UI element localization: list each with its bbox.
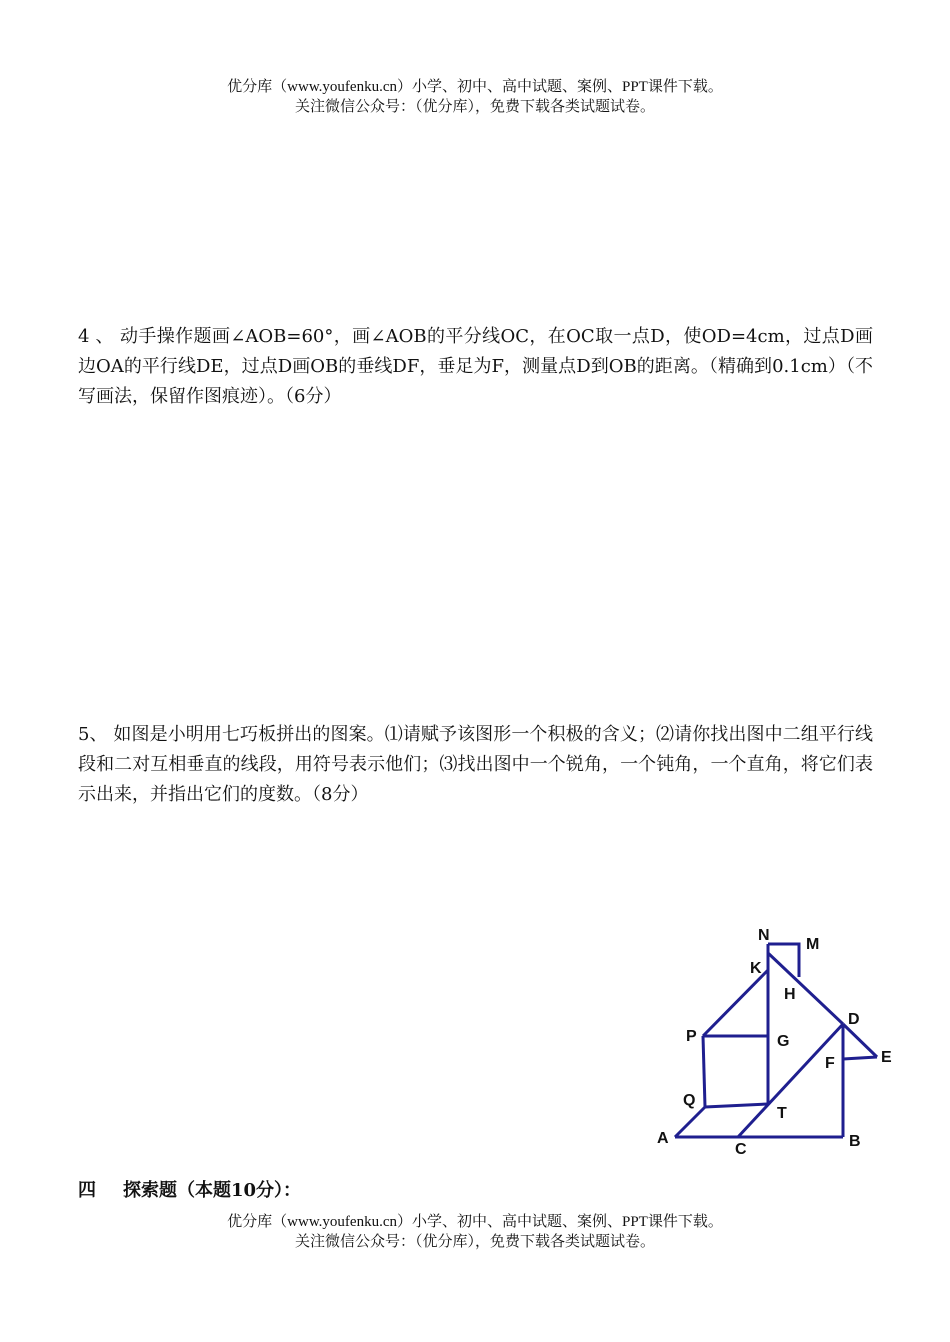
question-4 [78, 322, 873, 412]
section-4-heading [78, 1176, 301, 1202]
label-G: G [777, 1033, 790, 1050]
question-5 [78, 720, 873, 810]
label-P: P [686, 1028, 697, 1045]
page-header [0, 77, 950, 117]
label-E: E [881, 1049, 892, 1066]
edge-Q-T [705, 1104, 768, 1107]
label-N: N [758, 927, 770, 944]
label-B: B [849, 1133, 861, 1150]
edge-F-E [843, 1057, 877, 1059]
edge-A-Q [675, 1107, 705, 1137]
tangram-figure [650, 920, 900, 1164]
label-C: C [735, 1141, 747, 1158]
tangram-svg [650, 920, 900, 1160]
label-K: K [750, 960, 762, 977]
footer-line-2: 关注微信公众号：（优分库），免费下载各类试题试卷。 [294, 1234, 655, 1250]
header-line-1: 优分库（www.youfenku.cn）小学、初中、高中试题、案例、PPT课件下载。 [227, 79, 723, 95]
footer-line-1: 优分库（www.youfenku.cn）小学、初中、高中试题、案例、PPT课件下载。 [227, 1214, 723, 1230]
question-5-text: 5、 如图是小明用七巧板拼出的图案。⑴请赋予该图形一个积极的含义；⑵请你找出图中二组平行线段和二对互相垂直的线段，用符号表示他们；⑶找出图中一个锐角，一个钝角，一个直角，将它们表示出来，并指出它们的度数。（8分） [78, 724, 873, 805]
question-4-text: 4 、 动手操作题画∠AOB=60°，画∠AOB的平分线OC，在OC取一点D，使OD=4cm，过点D画边OA的平行线DE，过点D画OB的垂线DF，垂足为F，测量点D到OB的距离。（精确到0.1cm）（不写画法，保留作图痕迹）。（6分） [78, 326, 873, 407]
edge-K-P [703, 970, 768, 1036]
label-T: T [777, 1105, 787, 1122]
label-Q: Q [683, 1092, 696, 1109]
label-D: D [848, 1011, 860, 1028]
header-line-2: 关注微信公众号：（优分库），免费下载各类试题试卷。 [294, 99, 655, 115]
section-4-number: 四 [78, 1180, 96, 1201]
page-footer [0, 1212, 950, 1252]
label-M: M [806, 936, 820, 953]
edge-C-D [738, 1024, 843, 1137]
label-H: H [784, 986, 796, 1003]
section-4-title: 探索题（本题10分）： [123, 1180, 302, 1201]
label-A: A [657, 1130, 669, 1147]
label-F: F [825, 1055, 835, 1072]
edge-P-Q [703, 1036, 705, 1107]
edge-D-K [768, 953, 843, 1024]
edge-E-D [843, 1024, 877, 1057]
edge-top-square [768, 944, 799, 977]
